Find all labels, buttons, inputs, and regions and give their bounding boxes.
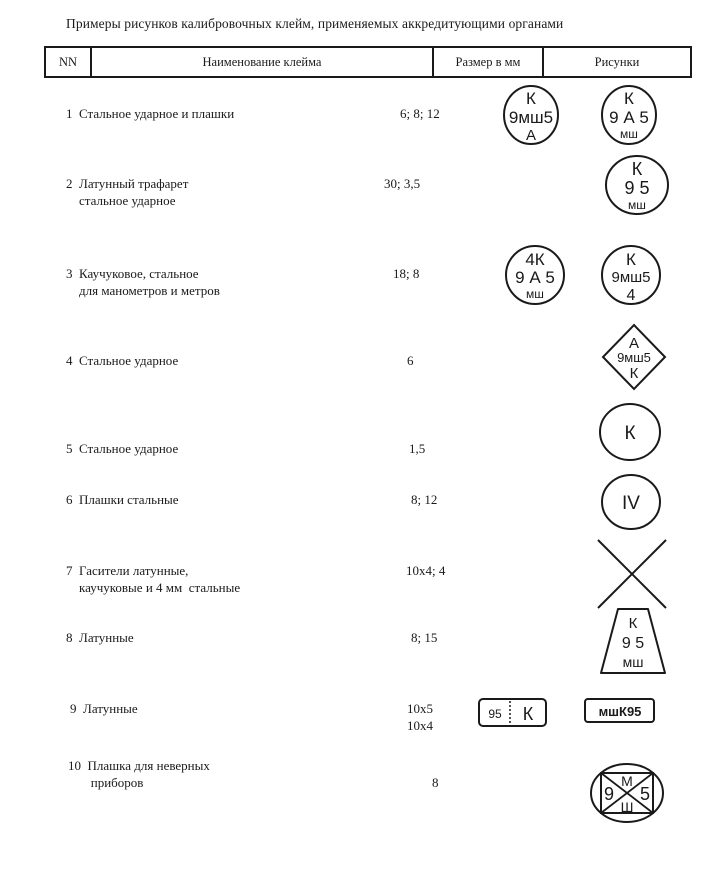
row-3-size: 18; 8 [393,266,420,281]
stamp-text-top: А [628,335,640,352]
row-10-name: 10 Плашка для неверных приборов [68,758,210,790]
stamp-circle-icon [604,154,670,216]
row-1-size: 6; 8; 12 [400,106,440,121]
stamp-text-middle: 9 5 [624,178,650,198]
column-header-pictures: Рисунки [594,55,640,69]
stamp-text-bottom: К [629,365,639,382]
column-header-size: Размер в мм [455,55,521,69]
stamp-text-bottom: 4 [626,287,636,304]
stamp-circle-icon [600,473,662,531]
stamp-circle-icon [600,84,658,146]
row-2-name: 2 Латунный трафарет стальное ударное [66,176,189,208]
row-8-size: 8; 15 [411,630,438,645]
row-6-size: 8; 12 [411,492,438,507]
stamp-crossed-circle-icon [588,762,666,824]
stamp-text-bottom: мш [622,654,644,670]
stamp-text-right: 5 [639,784,651,804]
stamp-trapezoid-icon [598,606,668,676]
stamp-text-top: М [621,773,633,789]
stamp-text-middle: 9 А 5 [609,108,649,127]
stamp-text-top: К [631,159,643,179]
stamp-text-left: 95 [488,707,502,721]
row-9-name: 9 Латунные [70,701,138,716]
row-1-name: 1 Стальное ударное и плашки [66,106,235,121]
row-4-name: 4 Стальное ударное [66,353,179,368]
page-title: Примеры рисунков калибровочных клейм, применяемых аккредитующими органами [66,16,564,31]
column-header-nn: NN [58,55,78,69]
stamp-text-middle: 9мш5 [617,350,651,365]
stamp-text-bottom: мш [526,287,544,301]
row-5-size: 1,5 [409,441,426,456]
stamp-circle-icon [598,402,662,462]
stamp-circle-icon [502,84,560,146]
stamp-text-top: К [526,89,536,108]
row-4-size: 6 [407,353,414,368]
stamp-text-middle: 9 5 [621,635,645,652]
stamp-circle-icon [600,244,662,306]
stamp-text-middle: 9мш5 [611,269,651,286]
stamp-text-top: 4К [525,250,545,269]
stamp-text-label: мшК95 [598,704,642,719]
stamp-text-right: К [522,704,534,724]
row-5-name: 5 Стальное ударное [66,441,179,456]
stamp-rect-icon [478,698,548,728]
stamp-text-top: К [624,89,634,108]
stamp-text-middle: 9мш5 [508,108,554,127]
stamp-text-label: IV [622,493,640,514]
row-3-name: 3 Каучуковое, стальное для манометров и метров [66,266,220,298]
stamp-circle-icon [504,244,566,306]
row-7-size: 10х4; 4 [406,563,446,578]
column-header-name: Наименование клейма [202,55,322,69]
stamp-text-middle: 9 А 5 [515,268,555,287]
stamp-text-left: 9 [603,784,615,804]
stamp-text-bottom: мш [620,127,638,141]
stamp-text-bottom: мш [628,198,646,212]
row-8-name: 8 Латунные [66,630,134,645]
stamp-text-label: К [624,423,636,444]
row-7-name: 7 Гасители латунные, каучуковые и 4 мм стальные [66,563,241,595]
stamp-text-top: К [626,250,636,269]
stamp-text-bottom: Ш [620,799,634,815]
table-header [44,46,692,78]
stamp-diamond-icon [600,322,668,392]
stamp-rect-icon [584,698,656,724]
row-9-size: 10х5 10х4 [407,701,433,733]
stamp-text-bottom: А [525,127,537,144]
stamp-text-top: К [628,615,638,632]
row-10-size: 8 [432,775,439,790]
row-2-size: 30; 3,5 [384,176,421,191]
row-6-name: 6 Плашки стальные [66,492,179,507]
stamp-cross-icon [594,538,670,610]
